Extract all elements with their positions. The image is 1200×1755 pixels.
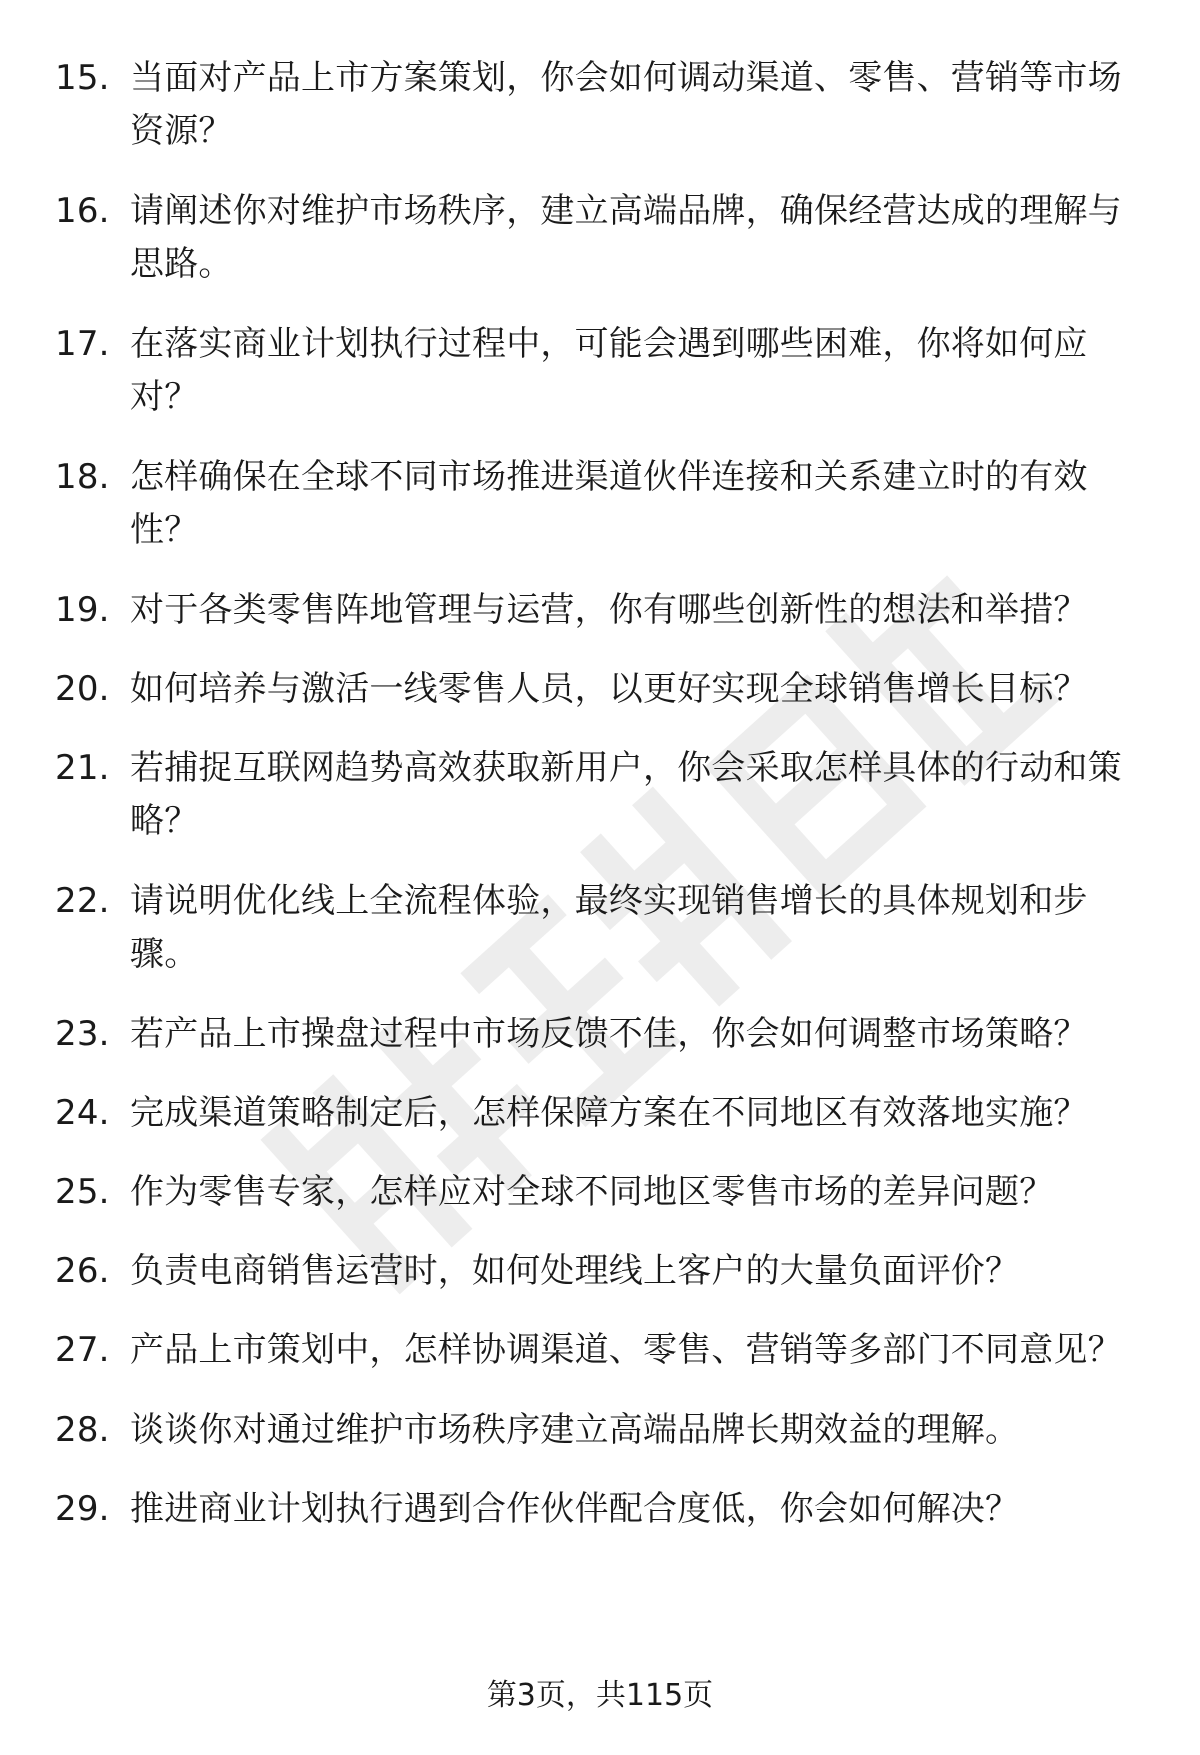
- question-item: [0, 1324, 1200, 1377]
- question-number: 26.: [55, 1251, 110, 1291]
- question-number: 15.: [55, 58, 110, 98]
- question-text: 若捕捉互联网趋势高效获取新用户，你会采取怎样具体的行动和策略？: [130, 748, 1122, 841]
- question-number: 20.: [55, 669, 110, 709]
- question-item: [0, 185, 1200, 291]
- question-number: 28.: [55, 1410, 110, 1450]
- question-number: 19.: [55, 590, 110, 630]
- question-item: [0, 52, 1200, 158]
- question-text: 当面对产品上市方案策划，你会如何调动渠道、零售、营销等市场资源？: [130, 58, 1122, 151]
- question-text: 负责电商销售运营时，如何处理线上客户的大量负面评价？: [130, 1251, 1020, 1291]
- question-number: 18.: [55, 457, 110, 497]
- question-number: 23.: [55, 1014, 110, 1054]
- question-text: 在落实商业计划执行过程中，可能会遇到哪些困难，你将如何应对？: [130, 324, 1088, 417]
- question-item: [0, 875, 1200, 981]
- question-item: [0, 318, 1200, 424]
- question-list: [0, 52, 1200, 1562]
- question-number: 24.: [55, 1093, 110, 1133]
- page-number-footer: 第3页，共115页: [486, 1678, 714, 1713]
- question-text: 对于各类零售阵地管理与运营，你有哪些创新性的想法和举措？: [130, 590, 1088, 630]
- question-text: 请说明优化线上全流程体验，最终实现销售增长的具体规划和步骤。: [130, 881, 1088, 974]
- question-number: 27.: [55, 1330, 110, 1370]
- question-item: [0, 1166, 1200, 1219]
- question-item: [0, 1245, 1200, 1298]
- question-text: 怎样确保在全球不同市场推进渠道伙伴连接和关系建立时的有效性？: [130, 457, 1088, 550]
- question-item: [0, 1087, 1200, 1140]
- question-text: 推进商业计划执行遇到合作伙伴配合度低，你会如何解决？: [130, 1489, 1020, 1529]
- question-number: 16.: [55, 191, 110, 231]
- question-text: 若产品上市操盘过程中市场反馈不佳，你会如何调整市场策略？: [130, 1014, 1088, 1054]
- question-item: [0, 1483, 1200, 1536]
- question-item: [0, 1404, 1200, 1457]
- question-text: 完成渠道策略制定后，怎样保障方案在不同地区有效落地实施？: [130, 1093, 1088, 1133]
- question-text: 如何培养与激活一线零售人员，以更好实现全球销售增长目标？: [130, 669, 1088, 709]
- question-text: 产品上市策划中，怎样协调渠道、零售、营销等多部门不同意见？: [130, 1330, 1122, 1370]
- question-text: 请阐述你对维护市场秩序，建立高端品牌，确保经营达成的理解与思路。: [130, 191, 1122, 284]
- question-number: 21.: [55, 748, 110, 788]
- question-text: 谈谈你对通过维护市场秩序建立高端品牌长期效益的理解。: [130, 1410, 1020, 1450]
- question-number: 29.: [55, 1489, 110, 1529]
- question-item: [0, 663, 1200, 716]
- question-text: 作为零售专家，怎样应对全球不同地区零售市场的差异问题？: [130, 1172, 1054, 1212]
- question-item: [0, 1008, 1200, 1061]
- question-number: 25.: [55, 1172, 110, 1212]
- question-item: [0, 451, 1200, 557]
- question-item: [0, 584, 1200, 637]
- question-number: 17.: [55, 324, 110, 364]
- question-item: [0, 742, 1200, 848]
- question-number: 22.: [55, 881, 110, 921]
